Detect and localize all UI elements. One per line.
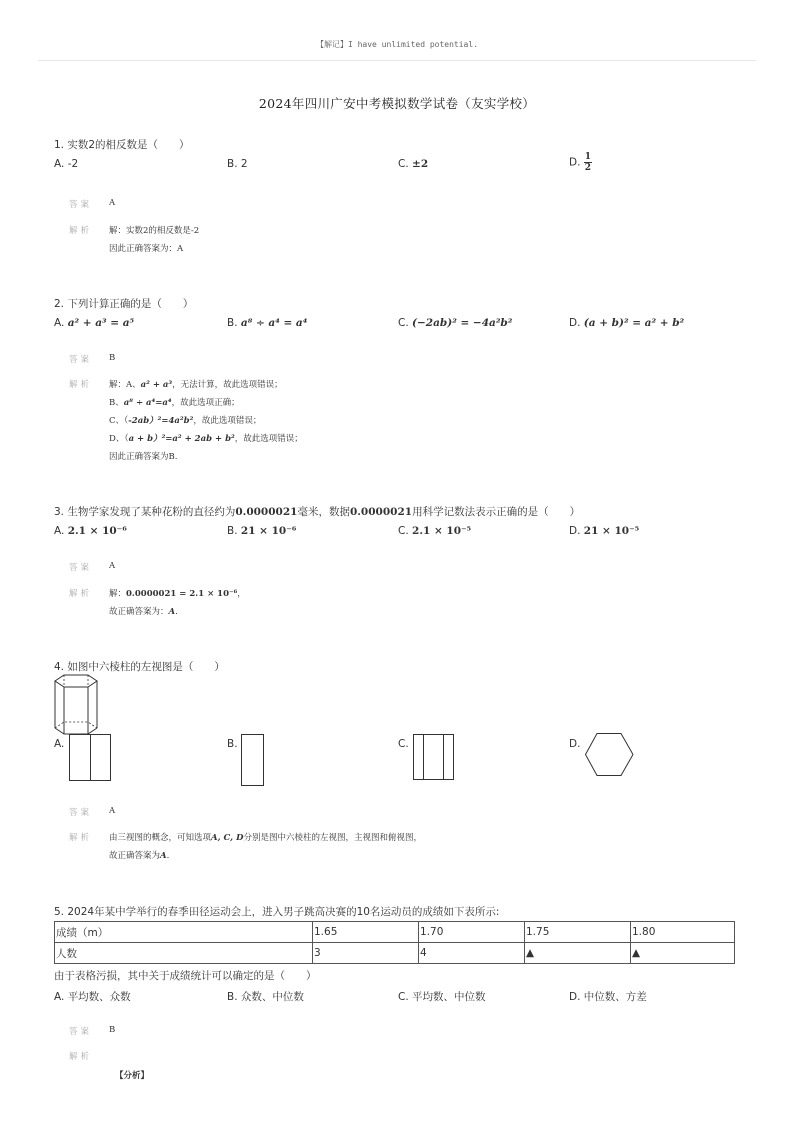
- q1-answer: A: [109, 198, 116, 208]
- analysis-text: ，故此选项错误；: [234, 434, 303, 444]
- q4-analysis-label: 解析: [69, 833, 93, 843]
- q2-answer: B: [109, 353, 116, 363]
- q2-option-a-text: a² + a³ = a⁵: [67, 317, 135, 329]
- q5-option-a[interactable]: [54, 989, 131, 1004]
- q3-stem-text: 3. 生物学家发现了某种花粉的直径约为: [54, 506, 236, 518]
- q5-stem-2: 由于表格污损，其中关于成绩统计可以确定的是（ ）: [54, 970, 317, 982]
- q2-option-a-label: A.: [54, 317, 65, 329]
- q2-option-c-label: C.: [398, 317, 409, 329]
- q3-analysis-line-2: [109, 605, 178, 617]
- analysis-math: 0.0000021 = 2.1 × 10⁻⁶: [126, 589, 238, 599]
- q1-option-d-fraction: [584, 152, 592, 173]
- q5-analysis-heading: 【分析】: [115, 1071, 150, 1081]
- q5-stem: 5. 2024年某中学举行的春季田径运动会上，进入男子跳高决赛的10名运动员的成绩如下表所示:: [54, 906, 500, 918]
- q2-analysis-line-4: [109, 432, 303, 444]
- q4-analysis-line-2: [109, 849, 169, 861]
- analysis-text: 分别是图中六棱柱的左视图，主视图和俯视图，: [243, 833, 422, 843]
- q1-option-d[interactable]: [569, 152, 592, 173]
- q3-option-a-label: A.: [54, 525, 65, 537]
- q4-option-b-label[interactable]: B.: [227, 738, 238, 750]
- q4-option-a-figure[interactable]: [69, 734, 112, 782]
- q5-option-a-text: 平均数、众数: [67, 991, 131, 1003]
- q3-stem-number: 0.0000021: [235, 506, 298, 518]
- q2-analysis-label: 解析: [69, 380, 93, 390]
- table-cell: 4: [419, 943, 525, 964]
- q5-answer: B: [109, 1025, 116, 1035]
- q2-analysis-line-3: [109, 414, 261, 426]
- analysis-math: -2ab）²=4a²b²: [128, 416, 194, 426]
- table-cell: ▲: [631, 943, 735, 964]
- table-cell: 1.70: [419, 922, 525, 943]
- q5-option-b[interactable]: [227, 989, 304, 1004]
- table-row: [55, 943, 735, 964]
- q1-analysis-line-1: 解：实数2的相反数是-2: [109, 226, 200, 236]
- fraction-numerator: 1: [584, 152, 592, 162]
- q2-option-b-label: B.: [227, 317, 238, 329]
- analysis-text: .: [166, 851, 170, 861]
- q3-analysis-line-1: [109, 587, 246, 599]
- q1-answer-label: 答案: [69, 200, 93, 210]
- q4-option-c-label[interactable]: C.: [398, 738, 409, 750]
- q2-analysis-line-1: [109, 378, 283, 390]
- q3-option-c-label: C.: [398, 525, 409, 537]
- q5-answer-label: 答案: [69, 1027, 93, 1037]
- analysis-text: C、（: [109, 416, 129, 426]
- q3-option-a-text: 2.1 × 10⁻⁶: [67, 525, 127, 537]
- q3-stem-text: 用科学记数法表示正确的是（ ）: [412, 506, 581, 518]
- analysis-text: 由三视图的概念，可知选项: [109, 833, 212, 843]
- q1-analysis-line-2: 因此正确答案为：A: [109, 244, 184, 254]
- q3-option-b[interactable]: [227, 525, 296, 537]
- table-cell: 1.75: [525, 922, 631, 943]
- q3-option-a[interactable]: [54, 525, 127, 537]
- q3-option-b-label: B.: [227, 525, 238, 537]
- analysis-text: ，无法计算，故此选项错误；: [172, 380, 283, 390]
- table-row: [55, 922, 735, 943]
- q3-option-c[interactable]: [398, 525, 471, 537]
- q4-answer: A: [109, 806, 116, 816]
- q3-answer-label: 答案: [69, 563, 93, 573]
- q2-answer-label: 答案: [69, 355, 93, 365]
- q1-stem: 1. 实数2的相反数是（ ）: [54, 139, 190, 151]
- q5-option-c-text: 平均数、中位数: [412, 991, 486, 1003]
- q2-option-d[interactable]: [569, 317, 684, 329]
- q2-option-c[interactable]: [398, 317, 512, 329]
- analysis-text: ，故此选项错误；: [193, 416, 262, 426]
- q5-option-a-label: A.: [54, 991, 65, 1003]
- q1-option-d-label: D.: [569, 156, 581, 169]
- fraction-denominator: 2: [584, 163, 592, 173]
- table-cell: 成绩（m）: [55, 922, 313, 943]
- q3-stem: [54, 504, 580, 519]
- q5-option-b-label: B.: [227, 991, 238, 1003]
- table-cell: 人数: [55, 943, 313, 964]
- table-cell: 1.65: [313, 922, 419, 943]
- header-divider: [38, 60, 756, 61]
- q1-option-b-text: 2: [240, 158, 248, 170]
- q4-option-a-label[interactable]: A.: [54, 738, 65, 750]
- analysis-text: .: [175, 607, 178, 617]
- q3-option-c-text: 2.1 × 10⁻⁵: [412, 525, 472, 537]
- table-cell: ▲: [525, 943, 631, 964]
- analysis-text: B、: [109, 398, 124, 408]
- q5-option-c[interactable]: [398, 989, 486, 1004]
- analysis-text: ，故此选项正确；: [171, 398, 240, 408]
- q2-option-b[interactable]: [227, 317, 307, 329]
- q3-stem-text: 毫米，数据: [297, 506, 350, 518]
- q1-option-b-label: B.: [227, 158, 238, 170]
- analysis-text: ，: [237, 589, 246, 599]
- q5-option-d-label: D.: [569, 991, 581, 1003]
- q2-analysis-line-5: 因此正确答案为B.: [109, 452, 178, 462]
- q1-option-a-label: A.: [54, 158, 65, 170]
- q4-answer-label: 答案: [69, 808, 93, 818]
- q2-option-a[interactable]: [54, 317, 134, 329]
- q4-option-d-label[interactable]: D.: [569, 738, 581, 750]
- q3-option-d-label: D.: [569, 525, 581, 537]
- analysis-text: D、（: [109, 434, 129, 444]
- analysis-math: A: [160, 851, 167, 861]
- q3-option-d[interactable]: [569, 525, 639, 537]
- q1-option-c[interactable]: [398, 158, 428, 170]
- q1-option-a[interactable]: [54, 158, 78, 170]
- q4-option-d-figure[interactable]: [585, 733, 634, 777]
- q2-option-c-text: (−2ab)² = −4a²b²: [412, 317, 513, 329]
- hexagonal-prism-figure: [52, 674, 102, 736]
- analysis-math: a + b）²=a² + 2ab + b²: [128, 434, 235, 444]
- table-cell: 3: [313, 943, 419, 964]
- analysis-math: A, C, D: [211, 833, 244, 843]
- page-title: 2024年四川广安中考模拟数学试卷（友实学校）: [258, 96, 536, 111]
- header-note: 【解记】I have unlimited potential.: [315, 40, 479, 49]
- analysis-text: 解：A、: [109, 380, 141, 390]
- q3-answer: A: [109, 561, 116, 571]
- analysis-text: 解：: [109, 589, 127, 599]
- q3-option-d-text: 21 × 10⁻⁵: [583, 525, 640, 537]
- analysis-text: 故正确答案为: [109, 851, 161, 861]
- analysis-text: 故正确答案为：: [109, 607, 169, 617]
- q2-option-d-label: D.: [569, 317, 581, 329]
- q1-option-c-text: ±2: [412, 158, 429, 170]
- q4-option-b-figure[interactable]: [241, 734, 265, 787]
- q2-analysis-line-2: [109, 396, 240, 408]
- q4-option-c-figure[interactable]: [413, 734, 455, 781]
- q1-option-b[interactable]: [227, 158, 248, 170]
- analysis-math: A: [168, 607, 176, 617]
- q5-option-b-text: 众数、中位数: [240, 991, 304, 1003]
- q3-stem-number: 0.0000021: [349, 506, 413, 518]
- q1-option-c-label: C.: [398, 158, 409, 170]
- q5-analysis-label: 解析: [69, 1052, 93, 1062]
- q5-option-d[interactable]: [569, 989, 647, 1004]
- table-cell: 1.80: [631, 922, 735, 943]
- analysis-math: a⁸ ÷ a⁴=a⁴: [123, 398, 172, 408]
- q2-option-d-text: (a + b)² = a² + b²: [583, 317, 685, 329]
- q4-analysis-line-1: [109, 831, 422, 843]
- score-table: [54, 921, 735, 964]
- q5-option-c-label: C.: [398, 991, 409, 1003]
- q3-analysis-label: 解析: [69, 589, 93, 599]
- q4-stem: 4. 如图中六棱柱的左视图是（ ）: [54, 661, 225, 673]
- q2-option-b-text: a⁸ ÷ a⁴ = a⁴: [240, 317, 308, 329]
- q2-stem: 2. 下列计算正确的是（ ）: [54, 298, 194, 310]
- q1-analysis-label: 解析: [69, 226, 93, 236]
- q5-option-d-text: 中位数、方差: [583, 991, 647, 1003]
- q1-option-a-text: -2: [67, 158, 79, 170]
- q3-option-b-text: 21 × 10⁻⁶: [240, 525, 297, 537]
- analysis-math: a² + a³: [140, 380, 173, 390]
